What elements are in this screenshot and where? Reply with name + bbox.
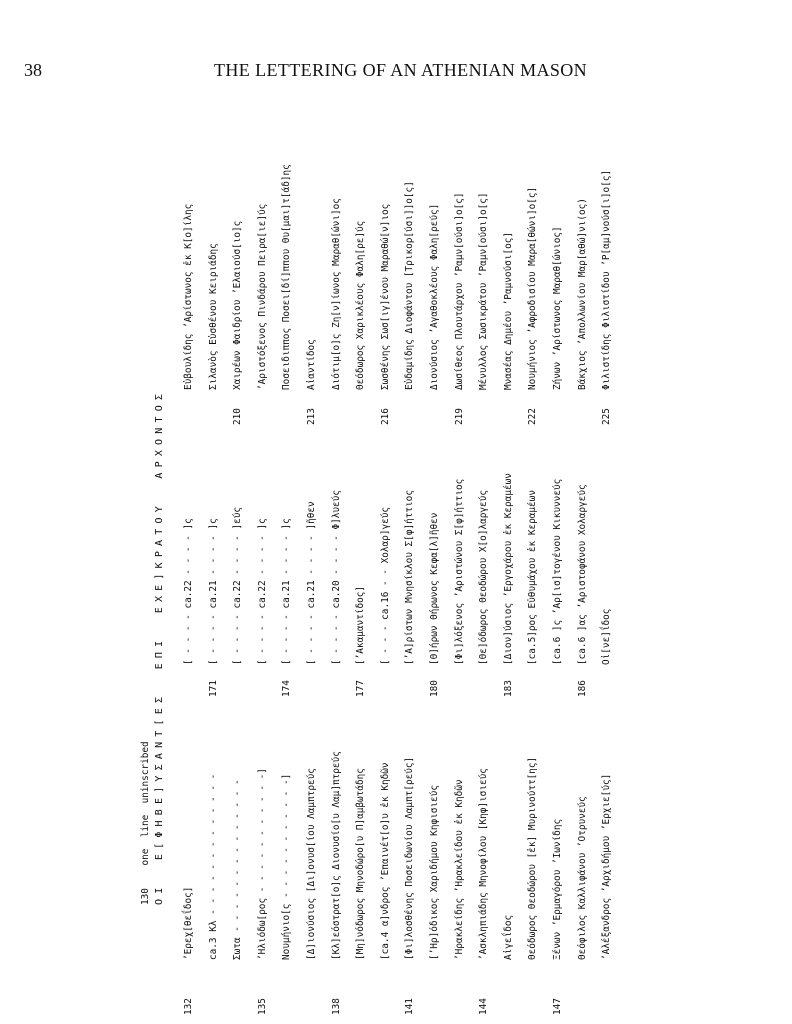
inscription-line: [ca.6 ]ς ’Αρ[ισ]τογένου Κικυννεύς <box>552 478 563 665</box>
running-header <box>0 60 792 84</box>
inscription-line: [ - - - - ca.21 - - - - ]ῆθεν <box>306 501 317 665</box>
inscription-line: Χαιρέων Φαιδρίου ’Ελαιούσ[ιο]ς <box>232 220 244 390</box>
inscription-line: [Φι]λοσθένης Ποσειδωνίου Λαμπτ[ρεύς] <box>404 756 416 960</box>
inscription-heading: ΟΙ Ε[ΦΗΒΕ]ΥΣΑΝΤ[ΕΣ ΕΠΙ ΕΧΕ]ΚΡΑΤΟΥ ΑΡΧΟΝΤΟΣ <box>154 388 165 905</box>
inscription-line: [ - - - - ca.22 - - - - ]ς <box>183 518 194 665</box>
inscription-line: [Θ]ήρων Θήρωνος Κεφα[λ]ῆθεν <box>429 512 440 665</box>
inscription-line: Δωσίθεος Πλουτάρχου ’Ραμν[ούσι]ο[ς] <box>453 192 465 390</box>
line-number: 222 <box>527 408 539 425</box>
inscription-line: Οἰ[νε]ΐδος <box>601 608 613 665</box>
line-number: 174 <box>281 680 293 697</box>
inscription-line: [Διον]ύσιος ’Εργοχάρου ἐκ Κεραμέων <box>502 473 514 665</box>
inscription-line: [Θε]όδωρος Θεοδώρου Χ[ο]λαργεύς <box>478 490 490 665</box>
inscription-line: ca.3 Κλ - - - - - - - - - - - - - <box>207 773 219 960</box>
line-number: 135 <box>256 998 268 1015</box>
line-number: 132 <box>183 998 194 1015</box>
inscription-block <box>140 150 645 1015</box>
inscription-line: Εὐδαμίδης Διοφάντου [Τρικορ[ύσι]]ο[ς] <box>404 181 416 390</box>
inscription-line: [ca.4 α]νδρος ’Επαινέτ[ο]υ ἐκ Κηδῶν <box>379 762 391 960</box>
inscription-line: Ξένων ’Ερμαγόρου ’Ιωνίδης <box>552 818 563 960</box>
inscription-line: [’Α]ρίστων Μνησίκλου Σ[φ]ήττιος <box>404 490 416 665</box>
line-number: 186 <box>576 680 588 697</box>
line-number: 177 <box>355 680 367 697</box>
inscription-line: Νουμήνιος ’Αφροδισίου Μαρα[θώνι]ο[ς] <box>527 186 539 390</box>
page-number: 38 <box>24 60 42 80</box>
line-number: 183 <box>502 680 514 697</box>
inscription-line: [Δ]ιονύσιος [Δι]ονυσ[ίου Λαμπτρεύς <box>306 768 317 960</box>
inscription-line: Μνασέας Δημέου ’Ραμνούσι[ος] <box>502 231 514 390</box>
inscription-line: Θεόδωρος Θεοδώρου [ἐκ] Μυρινούττ[ης] <box>527 756 539 960</box>
line-number: 219 <box>453 408 465 425</box>
line-number: 216 <box>379 408 391 425</box>
line-number: 144 <box>478 998 490 1015</box>
inscription-line: [Φι]λόξενος ’Αριστώνου Σ[φ]ήττιος <box>453 478 465 665</box>
inscription-line: ’Ερεχ[θεΐδος] <box>183 886 194 960</box>
inscription-line: [ - - - - ca.20 - - - - Φ]λυεύς <box>330 490 342 665</box>
line-number: 141 <box>404 998 416 1015</box>
inscription-line: [ - - - ca.16 - - Χολαρ]γεύς <box>379 506 391 665</box>
inscription-line: [ - - - - ca.22 - - - - ]εύς <box>232 506 244 665</box>
inscription-line: Εὐβουλίδης ’Αρίστωνος ἐκ Κ[ο]ίλης <box>183 203 194 390</box>
inscription-line: [ - - - - ca.21 - - - - ]ς <box>207 518 219 665</box>
inscription-line: ’Αριστόξενος Πινδάρου Πειρα[ιε]ύς <box>256 203 268 390</box>
line-number: 171 <box>207 680 219 697</box>
inscription-line: Σωσθένης Σωσ[ιγ]ένου Μαραθώ[ν]ιος <box>379 203 391 390</box>
inscription-line: Ποσειδιππος Ποσει[δί]ππου Θυ[μαι]τ[άδ]ης <box>281 164 293 390</box>
inscription-line: [’Ακαμαντίδος] <box>355 585 367 665</box>
inscription-line: Σιλανὸς Εὐσθένου Κειριάδης <box>207 243 219 390</box>
inscription-line: [ - - - - ca.21 - - - - ]ς <box>281 518 293 665</box>
line-number: 180 <box>429 680 440 697</box>
uninscribed-note: 130 one line uninscribed <box>140 741 151 905</box>
line-number: 138 <box>330 998 342 1015</box>
inscription-line: ’Αλέξανδρος ’Αρχιδήμου ’Ερχιε[ύς] <box>601 773 613 960</box>
inscription-line: Βάκχιος ’Απολλωνίου Μαρ[αθώ]νι(ος) <box>576 198 588 390</box>
inscription-line: Διότιμ[ο]ς Ζη[ν]ίωνος Μαραθ[ώνι]ος <box>330 198 342 390</box>
inscription-line: Μένυλλος Σωσικράτου ’Ραμν[ούσι]ο[ς] <box>478 192 490 390</box>
inscription-line: [ca.5]ρος Εὐθυμάχου ἐκ Κεραμέων <box>527 490 539 665</box>
inscription-line: Αἰγεΐδος <box>502 914 514 960</box>
line-number: 147 <box>552 998 563 1015</box>
inscription-line: [ca.6 ]ας ’Αριστοφάνου Χολαργεύς <box>576 484 588 665</box>
inscription-line: Θεόφιλος Καλλιφάνου ’Οτρυνεύς <box>576 796 588 960</box>
line-number: 213 <box>306 408 317 425</box>
inscription-line: [Κλ]εόστρατ[ο]ς Διονυσίο[υ Λαμ]πτρεύς <box>330 751 342 960</box>
inscription-line: ’Ηρακλείδης ’Ηρακλείδου ἐκ Κηδῶν <box>453 779 465 960</box>
inscription-line: [’Ηρ]όδικος Χαριδήμου Κηφισιεύς <box>429 785 440 960</box>
inscription-line: Αἰαντίδος <box>306 339 317 390</box>
inscription-line: Θεόδωρος Χαρικλέους Φαλη[ρε]ύς <box>355 220 367 390</box>
inscription-line: Νουμήνιο[ς - - - - - - - - - - -] <box>281 773 293 960</box>
inscription-line: Διονύσιος ’Αγαθοκλέους Φαλη[ρεύς] <box>429 203 440 390</box>
running-title: THE LETTERING OF AN ATHENIAN MASON <box>214 60 588 80</box>
inscription-line: Σωτα - - - - - - - - - - - - - - <box>232 779 244 960</box>
inscription-line: Φιλιστίδης Φιλιστίδου ’Ρ[αμ]νούσ[ι]ο[ς] <box>601 169 613 390</box>
line-number: 210 <box>232 408 244 425</box>
line-number: 225 <box>601 408 613 425</box>
inscription-line: ’Ηλιόδω[ρος - - - - - - - - - - -] <box>256 768 268 960</box>
inscription-line: ’Ασκληπιάδης Μηνοφίλου [Κηφ]ισιεύς <box>478 768 490 960</box>
inscription-line: Ζήνων ’Αρίστωνος Μαραθ[ώνιος] <box>552 226 563 390</box>
inscription-line: [Μη]νόδωρος Μηνοδώρο[υ Π]αμβωτάδης <box>355 768 367 960</box>
inscription-line: [ - - - - ca.22 - - - - ]ς <box>256 518 268 665</box>
